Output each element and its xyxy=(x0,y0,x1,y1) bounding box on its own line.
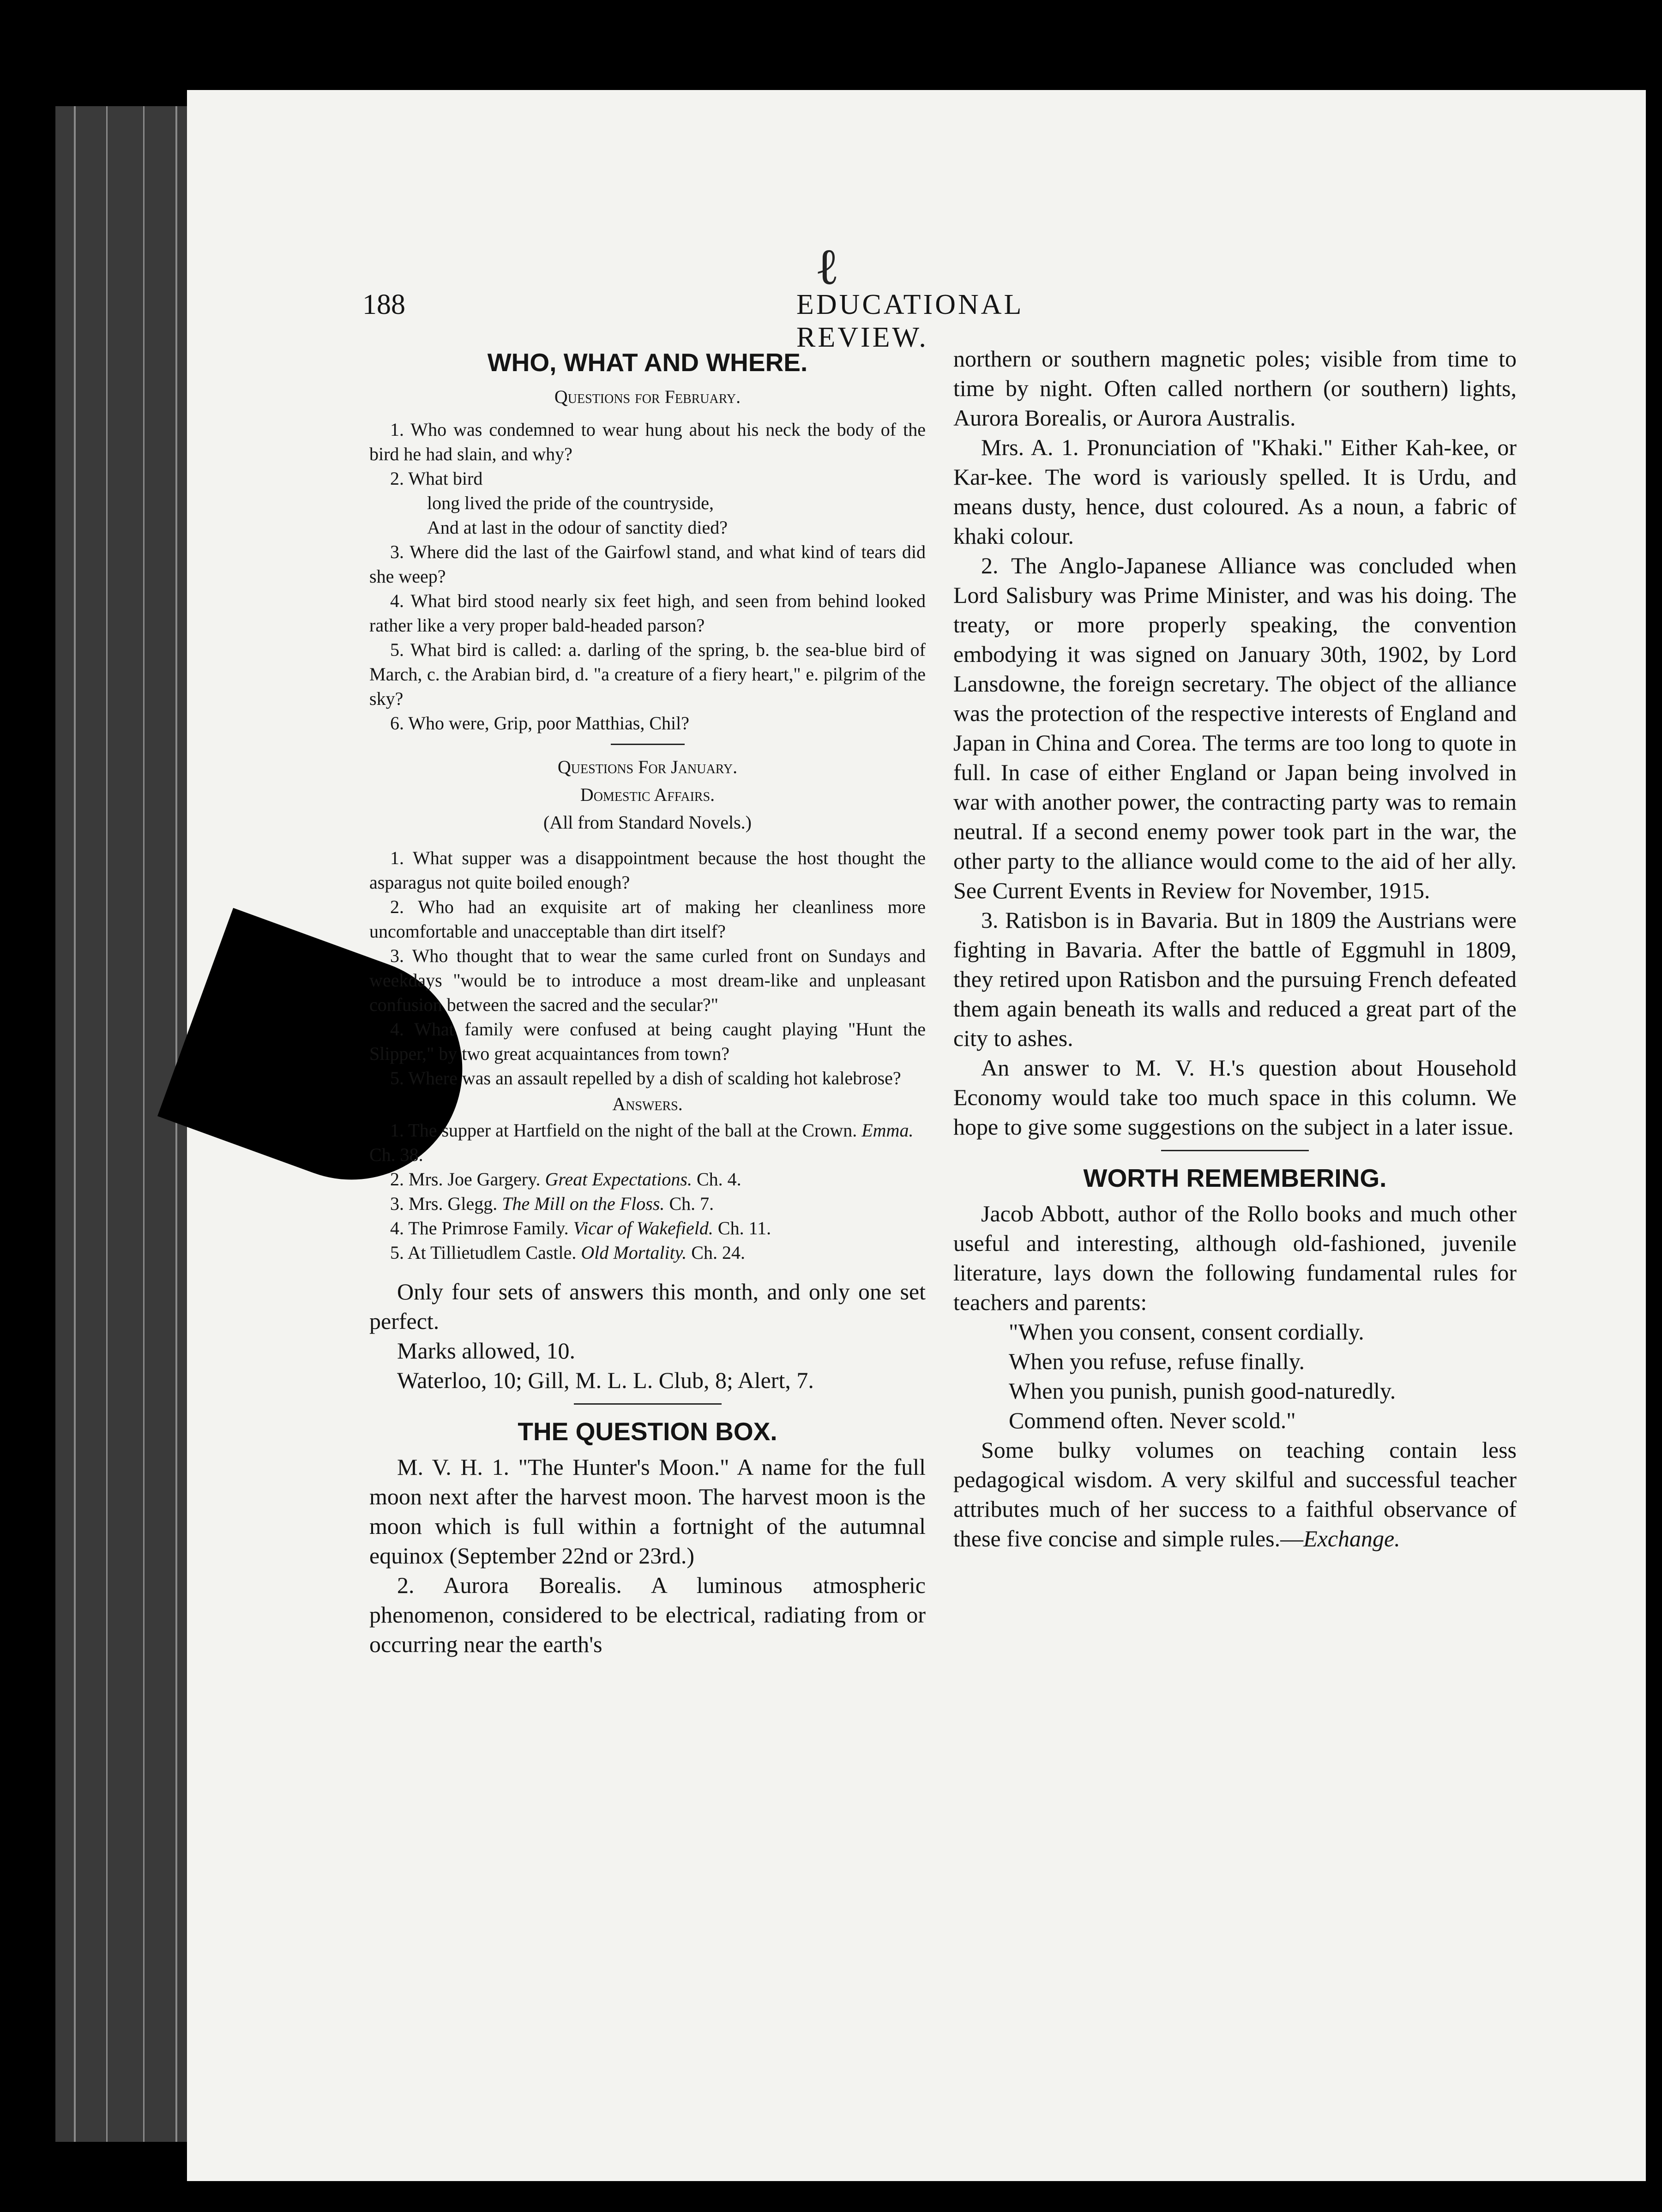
page-number: 188 xyxy=(362,289,405,320)
question-item: 3. Who thought that to wear the same curled front on Sundays and weekdays "would be to introduce a most dream-like and unpleasant confusion between the sacred and the secular?" xyxy=(369,945,926,1015)
page-edge-line xyxy=(74,106,76,2142)
january-questions xyxy=(369,846,926,1090)
answer-item: 1. The supper at Hartfield on the night of the ball at the Crown. Emma. Ch. 38. xyxy=(369,1120,914,1165)
verse-line: And at last in the odour of sanctity died? xyxy=(427,517,728,538)
january-questions-heading: Questions For January. xyxy=(557,757,738,777)
february-questions-cont xyxy=(369,540,926,735)
question-box-right xyxy=(953,344,1517,1142)
question-box-paragraph: northern or southern magnetic poles; visible from time to time by night. Often called northern (or southern) lights, Aurora Borealis, or Aurora Australis. xyxy=(953,346,1517,431)
rule-line: "When you consent, consent cordially. xyxy=(1009,1319,1364,1345)
question-item: 5. What bird is called: a. darling of the spring, b. the sea-blue bird of March, c. the Arabian bird, d. "a creature of a fiery heart," e. pilgrim of the sky? xyxy=(369,639,926,709)
question-item: 1. What supper was a disappointment because the host thought the asparagus not quite boiled enough? xyxy=(369,848,926,893)
section-divider xyxy=(574,1403,722,1405)
question-box-paragraph: 2. Aurora Borealis. A luminous atmospheric phenomenon, considered to be electrical, radiating from or occurring near the earth's xyxy=(369,1572,926,1657)
page-edge-line xyxy=(106,106,108,2142)
section-divider xyxy=(611,744,685,745)
answers-list xyxy=(369,1118,926,1265)
who-what-where-heading: WHO, WHAT AND WHERE. xyxy=(487,348,808,377)
worth-remembering-closing: Some bulky volumes on teaching contain less pedagogical wisdom. A very skilful and successful teacher attributes much of her success to a faithful observance of these five concise and simple rules.—Exchange. xyxy=(953,1437,1517,1551)
running-title: EDUCATIONAL REVIEW. xyxy=(796,289,1023,353)
marks-allowed: Marks allowed, 10. xyxy=(397,1338,576,1364)
answer-item: 5. At Tillietudlem Castle. Old Mortality. Ch. 24. xyxy=(390,1242,745,1263)
margin-mark: ℓ xyxy=(815,239,839,295)
domestic-affairs-heading: Domestic Affairs. xyxy=(580,784,715,805)
question-box-paragraph: Mrs. A. 1. Pronunciation of "Khaki." Either Kah-kee, or Kar-kee. The word is variously spelled. It is Urdu, and means dusty, hence, dust coloured. As a noun, a fabric of khaki colour. xyxy=(953,434,1517,549)
question-item: 2. Who had an exquisite art of making her cleanliness more uncomfortable and unacceptable than dirt itself? xyxy=(369,896,926,942)
rule-line: When you punish, punish good-naturedly. xyxy=(1009,1378,1396,1404)
question-box-left xyxy=(369,1452,926,1659)
question-box-heading: THE QUESTION BOX. xyxy=(518,1417,777,1446)
page-header xyxy=(362,289,1145,353)
question-item: 6. Who were, Grip, poor Matthias, Chil? xyxy=(390,713,690,733)
standard-novels-note: (All from Standard Novels.) xyxy=(543,812,752,833)
question-item: 3. Where did the last of the Gairfowl stand, and what kind of tears did she weep? xyxy=(369,541,926,587)
book-page-edges xyxy=(55,106,194,2142)
question-box-paragraph: 3. Ratisbon is in Bavaria. But in 1809 the Austrians were fighting in Bavaria. After the battle of Eggmuhl in 1809, they retired upon Ratisbon and the pursuing French defeated them again beneath its walls and reduced a great part of the city to ashes. xyxy=(953,907,1517,1051)
results-summary xyxy=(369,1277,926,1395)
worth-remembering-intro: Jacob Abbott, author of the Rollo books and much other useful and interesting, although old-fashioned, juvenile literature, lays down the following fundamental rules for teachers and parents: xyxy=(953,1201,1517,1315)
right-column xyxy=(953,344,1517,1553)
verse-line: long lived the pride of the countryside, xyxy=(427,493,714,513)
answer-item: 3. Mrs. Glegg. The Mill on the Floss. Ch. 7. xyxy=(390,1193,714,1214)
rules-quote xyxy=(953,1317,1517,1435)
question-box-paragraph: M. V. H. 1. "The Hunter's Moon." A name for the full moon next after the harvest moon. The harvest moon is the moon which is full within a fortnight of the autumnal equinox (September 22nd or 23rd.) xyxy=(369,1454,926,1569)
worth-remembering-body xyxy=(953,1199,1517,1317)
rule-line: Commend often. Never scold." xyxy=(1009,1407,1296,1433)
answers-heading: Answers. xyxy=(612,1094,683,1114)
question-box-paragraph: 2. The Anglo-Japanese Alliance was concluded when Lord Salisbury was Prime Minister, and was his doing. The treaty, or more properly speaking, the convention embodying it was signed on January 30th, 1902, by Lord Lansdowne, the foreign secretary. The object of the alliance was the protection of the respective interests of England and Japan in China and Corea. The terms are too long to quote in full. In case of either England or Japan being involved in war with another power, the contracting party was to remain neutral. If a second enemy power took part in the war, the other party to the alliance would come to the aid of her ally. See Current Events in Review for November, 1915. xyxy=(953,553,1517,903)
question-item: 4. What family were confused at being caught playing "Hunt the Slipper," by two great acquaintances from town? xyxy=(369,1019,926,1064)
answer-item: 4. The Primrose Family. Vicar of Wakefield. Ch. 11. xyxy=(390,1218,771,1238)
page-edge-line xyxy=(143,106,145,2142)
question-item: 4. What bird stood nearly six feet high, and seen from behind looked rather like a very proper bald-headed parson? xyxy=(369,590,926,636)
question-item: 2. What bird xyxy=(390,468,483,489)
source-credit: Exchange. xyxy=(1303,1526,1400,1551)
question-item: 5. Where was an assault repelled by a dish of scalding hot kalebrose? xyxy=(390,1068,901,1088)
page-edge-line xyxy=(175,106,177,2142)
section-divider xyxy=(1161,1150,1309,1151)
february-questions-heading: Questions for February. xyxy=(554,386,741,407)
rule-line: When you refuse, refuse finally. xyxy=(1009,1348,1305,1374)
worth-remembering-heading: WORTH REMEMBERING. xyxy=(1083,1164,1387,1192)
verse-quote xyxy=(369,491,926,540)
left-column xyxy=(369,342,926,1659)
scores-line: Waterloo, 10; Gill, M. L. L. Club, 8; Alert, 7. xyxy=(397,1367,814,1393)
february-questions xyxy=(369,417,926,491)
summary-text: Only four sets of answers this month, and only one set perfect. xyxy=(369,1279,926,1334)
answer-item: 2. Mrs. Joe Gargery. Great Expectations. Ch. 4. xyxy=(390,1169,741,1190)
question-box-paragraph: An answer to M. V. H.'s question about Household Economy would take too much space in this column. We hope to give some suggestions on the subject in a later issue. xyxy=(953,1055,1517,1140)
question-item: 1. Who was condemned to wear hung about his neck the body of the bird he had slain, and why? xyxy=(369,419,926,464)
